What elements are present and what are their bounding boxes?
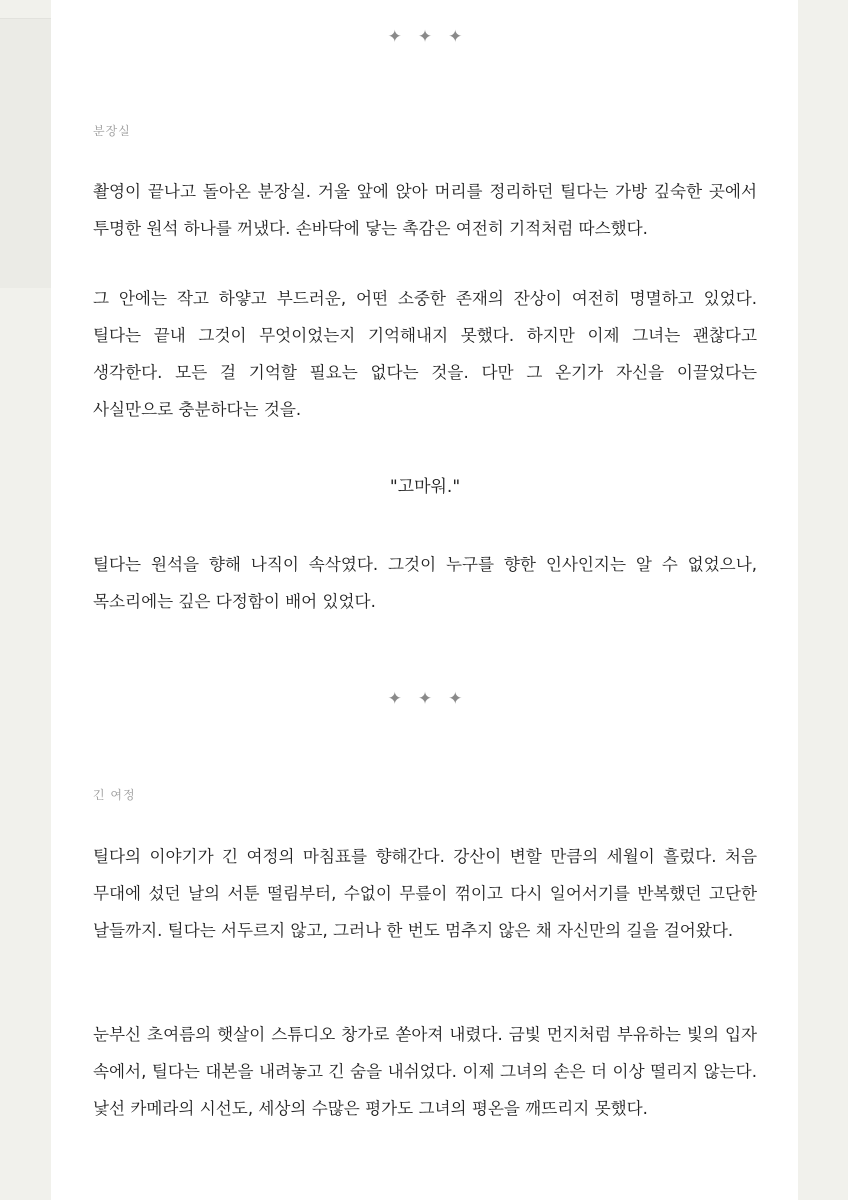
section-divider <box>93 689 757 709</box>
star-icon: ✦ <box>448 689 463 709</box>
paragraph: 그 안에는 작고 하얗고 부드러운, 어떤 소중한 존재의 잔상이 여전히 명멸하고 있었다. 틸다는 끝내 그것이 무엇이었는지 기억해내지 못했다. 하지만 이제 그녀는 괜찮다고 생각한다. 모든 걸 기억할 필요는 없다는 것을. 다만 그 온기가 자신을 이끌었다는 사실만으로 충분하다는 것을. <box>93 289 757 419</box>
star-icon: ✦ <box>387 689 402 709</box>
paragraph: 틸다의 이야기가 긴 여정의 마침표를 향해간다. 강산이 변할 만큼의 세월이 흘렀다. 처음 무대에 섰던 날의 서툰 떨림부터, 수없이 무릎이 꺾이고 다시 일어서기를 반복했던 고단한 날들까지. 틸다는 서두르지 않고, 그러나 한 번도 멈추지 않은 채 자신만의 길을 걸어왔다. <box>93 847 757 940</box>
quote: "고마워." <box>389 477 461 497</box>
paragraph: 틸다는 원석을 향해 나직이 속삭였다. 그것이 누구를 향한 인사인지는 알 수 없었으나, 목소리에는 깊은 다정함이 배어 있었다. <box>93 555 757 611</box>
star-icon: ✦ <box>387 27 402 47</box>
section-divider <box>93 27 757 47</box>
star-icon: ✦ <box>448 27 463 47</box>
paragraph: 촬영이 끝나고 돌아온 분장실. 거울 앞에 앉아 머리를 정리하던 틸다는 가방 깊숙한 곳에서 투명한 원석 하나를 꺼냈다. 손바닥에 닿는 촉감은 여전히 기적처럼 따스했다. <box>93 182 757 238</box>
paragraph: 눈부신 초여름의 햇살이 스튜디오 창가로 쏟아져 내렸다. 금빛 먼지처럼 부유하는 빛의 입자 속에서, 틸다는 대본을 내려놓고 긴 숨을 내쉬었다. 이제 그녀의 손은 더 이상 떨리지 않는다. 낯선 카메라의 시선도, 세상의 수많은 평가도 그녀의 평온을 깨뜨리지 못했다. <box>93 1025 757 1118</box>
section-label: 분장실 <box>93 124 131 138</box>
section-label: 긴 여정 <box>93 788 136 802</box>
star-icon: ✦ <box>417 27 433 47</box>
star-icon: ✦ <box>417 689 433 709</box>
document-page <box>51 0 798 1200</box>
background-panel <box>0 18 52 288</box>
